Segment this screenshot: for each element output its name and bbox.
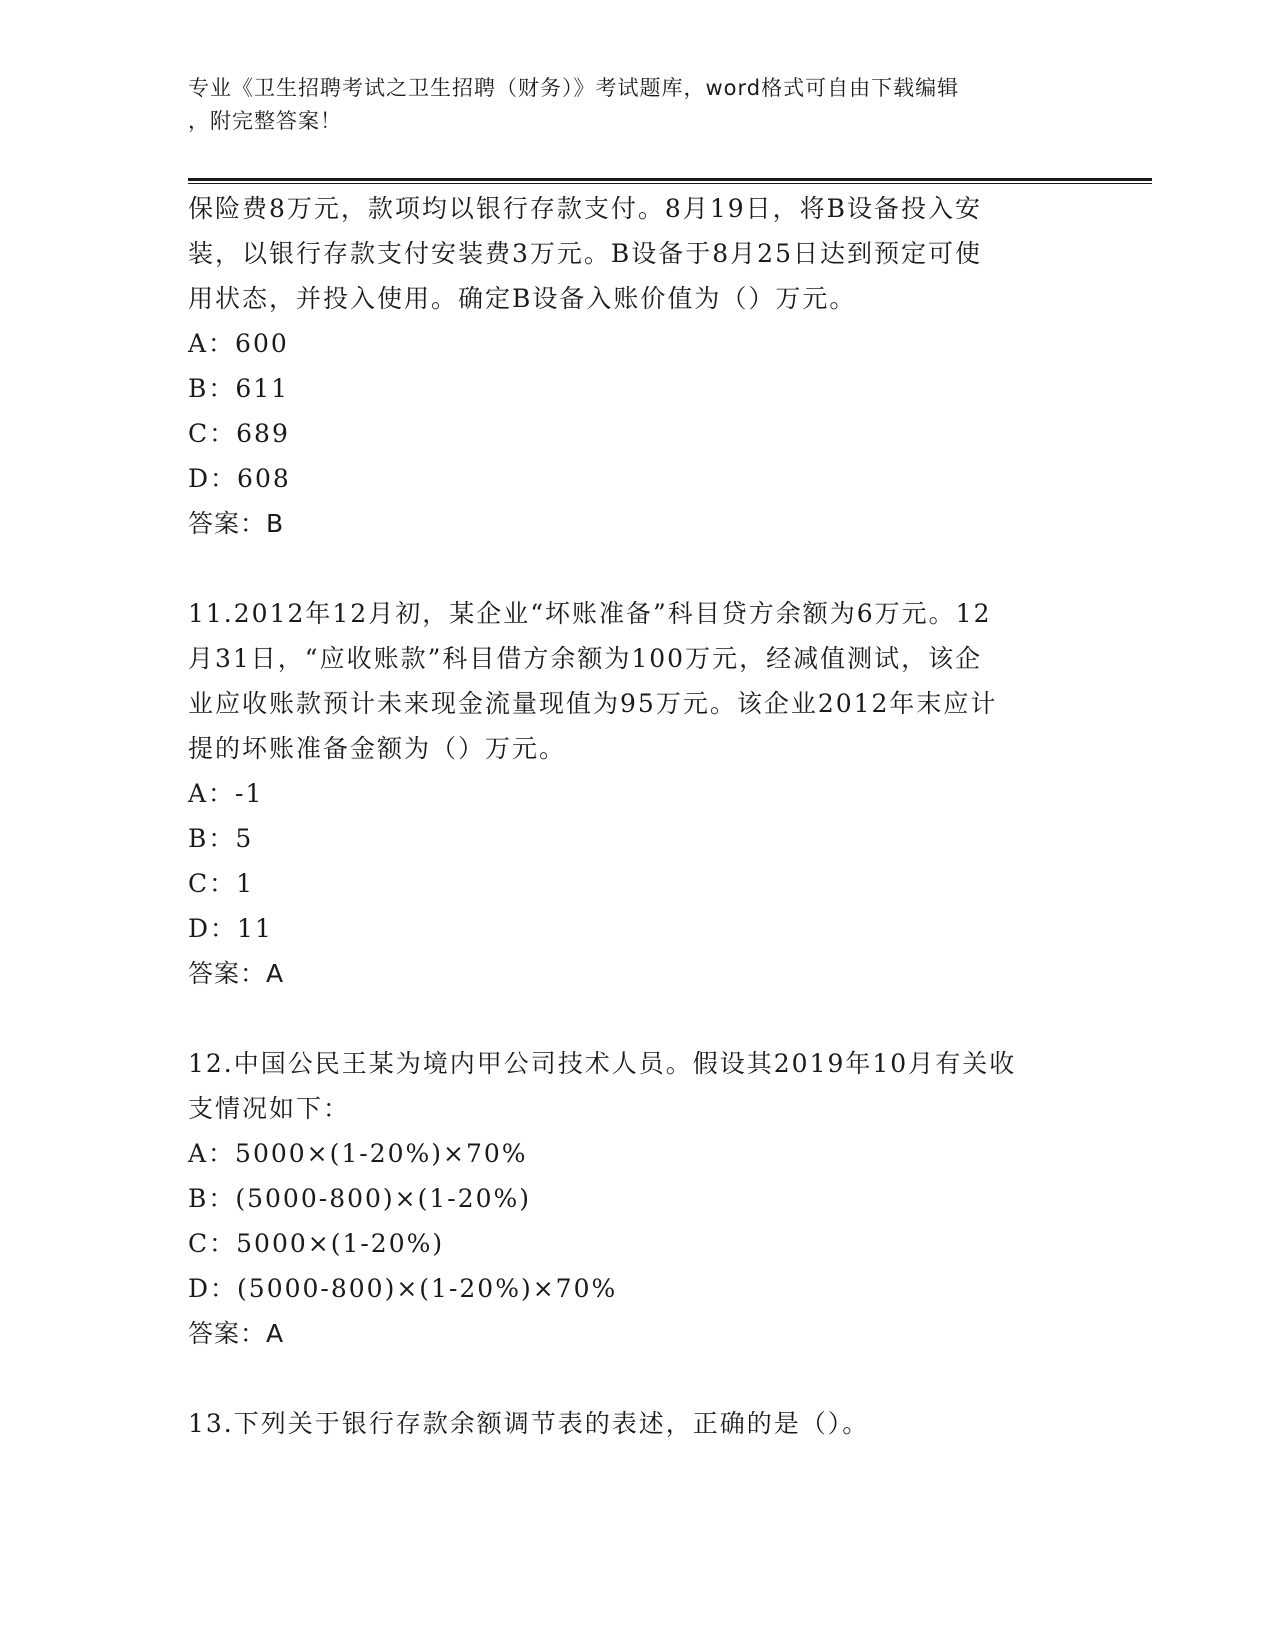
question-text-line: 业应收账款预计未来现金流量现值为95万元。该企业2012年末应计	[188, 689, 998, 718]
question-block	[188, 1041, 1088, 1356]
spacer	[188, 1356, 1088, 1401]
option-d: D：608	[188, 464, 291, 493]
question-text-line: 保险费8万元，款项均以银行存款支付。8月19日，将B设备投入安	[188, 194, 982, 223]
document-header	[188, 72, 1068, 138]
answer-line: 答案：A	[188, 1319, 285, 1348]
option-a: A：5000×(1-20%)×70%	[188, 1139, 528, 1168]
option-b: B：5	[188, 824, 254, 853]
question-text-line: 13.下列关于银行存款余额调节表的表述，正确的是（）。	[188, 1409, 870, 1438]
question-text-line: 月31日，“应收账款”科目借方余额为100万元，经减值测试，该企	[188, 644, 983, 673]
option-a: A：-1	[188, 779, 264, 808]
header-rule-thick	[188, 178, 1152, 181]
question-block	[188, 1401, 1088, 1446]
question-block	[188, 591, 1088, 996]
question-list	[188, 186, 1088, 1446]
option-c: C：5000×(1-20%)	[188, 1229, 445, 1258]
option-d: D：(5000-800)×(1-20%)×70%	[188, 1274, 618, 1303]
question-text-line: 11.2012年12月初，某企业“坏账准备”科目贷方余额为6万元。12	[188, 599, 992, 628]
question-text-line: 装，以银行存款支付安装费3万元。B设备于8月25日达到预定可使	[188, 239, 982, 268]
header-rule-thin	[188, 183, 1152, 184]
question-text-line: 支情况如下：	[188, 1094, 351, 1123]
spacer	[188, 996, 1088, 1041]
option-b: B：611	[188, 374, 290, 403]
option-b: B：(5000-800)×(1-20%)	[188, 1184, 532, 1213]
option-a: A：600	[188, 329, 289, 358]
option-d: D：11	[188, 914, 273, 943]
question-block	[188, 186, 1088, 546]
header-line-2: ，附完整答案！	[188, 109, 342, 133]
option-c: C：689	[188, 419, 290, 448]
question-text-line: 12.中国公民王某为境内甲公司技术人员。假设其2019年10月有关收	[188, 1049, 1017, 1078]
header-line-1: 专业《卫生招聘考试之卫生招聘（财务）》考试题库，word格式可自由下载编辑	[188, 76, 960, 100]
question-text-line: 提的坏账准备金额为（）万元。	[188, 734, 567, 763]
option-c: C：1	[188, 869, 255, 898]
question-text-line: 用状态，并投入使用。确定B设备入账价值为（）万元。	[188, 284, 857, 313]
spacer	[188, 546, 1088, 591]
answer-line: 答案：A	[188, 959, 285, 988]
answer-line: 答案：B	[188, 509, 285, 538]
